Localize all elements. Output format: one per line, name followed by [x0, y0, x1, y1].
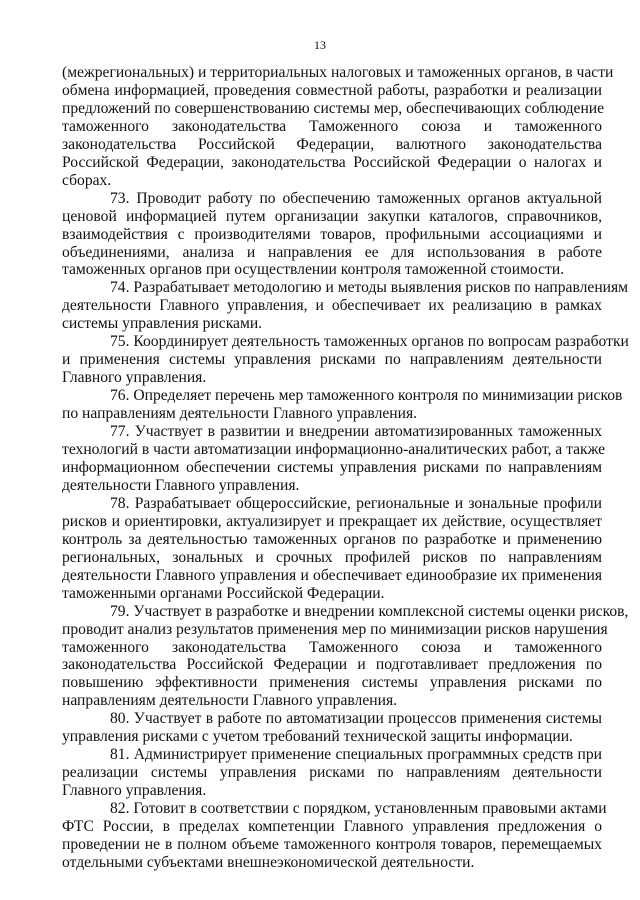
text-line: таможенными органами Российской Федерации.: [62, 584, 385, 602]
text-line: по направлениям деятельности Главного управления.: [62, 405, 418, 423]
text-line: ценовой информацией путем организации закупки каталогов, справочников,: [62, 207, 602, 225]
text-line: таможенного законодательства Таможенного союза и таможенного: [62, 117, 602, 135]
text-line: системы управления рисками.: [62, 315, 263, 333]
text-line: технологий в части автоматизации информационно-аналитических работ, а также: [62, 441, 606, 459]
text-line: таможенных органов при осуществлении контроля таможенной стоимости.: [62, 261, 565, 279]
text-line: проводит анализ результатов применения мер по минимизации рисков нарушения: [62, 620, 608, 638]
paragraph: [62, 602, 629, 711]
text-line: 74. Разрабатывает методологию и методы выявления рисков по направлениям: [110, 279, 629, 297]
text-line: 80. Участвует в работе по автоматизации процессов применения системы: [110, 710, 602, 728]
text-line: и применения системы управления рисками по направлениям деятельности: [62, 351, 602, 369]
text-line: отдельными субъектами внешнеэкономической деятельности.: [62, 853, 475, 871]
text-line: обмена информацией, проведения совместной работы, разработки и реализации: [62, 81, 602, 99]
text-line: Российской Федерации, законодательства Российской Федерации о налогах и: [62, 153, 602, 171]
paragraph: [62, 333, 629, 387]
document-body: [62, 64, 629, 872]
text-line: региональных, зональных и срочных профилей рисков по направлениям: [62, 548, 602, 566]
text-line: ФТС России, в пределах компетенции Главного управления предложения о: [62, 818, 602, 836]
text-line: законодательства Российской Федерации и подготавливает предложения по: [62, 656, 602, 674]
paragraph: [62, 495, 602, 603]
text-line: 78. Разрабатывает общероссийские, региональные и зональные профили: [110, 494, 602, 512]
text-line: объединениями, анализа и направления ее для использования в работе: [62, 243, 602, 261]
paragraph: [62, 387, 623, 423]
text-line: деятельности Главного управления.: [62, 476, 300, 494]
text-line: сборах.: [62, 171, 112, 189]
paragraph: [62, 279, 629, 333]
text-line: Главного управления.: [62, 782, 207, 800]
text-line: повышению эффективности применения системы управления рисками по: [62, 674, 602, 692]
paragraph: [62, 64, 614, 190]
text-line: направлениям деятельности Главного управления.: [62, 692, 398, 710]
text-line: 79. Участвует в разработке и внедрении комплексной системы оценки рисков,: [110, 602, 629, 620]
text-line: Главного управления.: [62, 369, 207, 387]
paragraph: [62, 423, 606, 495]
text-line: деятельности Главного управления и обеспечивает единообразие их применения: [62, 566, 602, 584]
page-number: 13: [314, 38, 326, 52]
text-line: рисков и ориентировки, актуализирует и прекращает их действие, осуществляет: [62, 512, 602, 530]
text-line: 77. Участвует в развитии и внедрении автоматизированных таможенных: [110, 423, 602, 441]
text-line: реализации системы управления рисками по направлениям деятельности: [62, 764, 602, 782]
text-line: 75. Координирует деятельность таможенных органов по вопросам разработки: [110, 333, 629, 351]
paragraph: [62, 746, 602, 800]
paragraph: [62, 710, 602, 746]
text-line: (межрегиональных) и территориальных налоговых и таможенных органов, в части: [62, 64, 614, 81]
text-line: деятельности Главного управления, и обеспечивает их реализацию в рамках: [62, 297, 602, 315]
text-line: таможенного законодательства Таможенного союза и таможенного: [62, 638, 602, 656]
paragraph: [62, 800, 607, 872]
text-line: предложений по совершенствованию системы мер, обеспечивающих соблюдение: [62, 99, 605, 117]
text-line: проведении не в полном объеме таможенного контроля товаров, перемещаемых: [62, 835, 602, 853]
text-line: 81. Администрирует применение специальных программных средств при: [110, 746, 602, 764]
text-line: взаимодействия с производителями товаров, профильными ассоциациями и: [62, 225, 602, 243]
text-line: законодательства Российской Федерации, валютного законодательства: [62, 135, 602, 153]
text-line: 82. Готовит в соответствии с порядком, установленным правовыми актами: [110, 800, 607, 818]
text-line: контроль за деятельностью таможенных органов по разработке и применению: [62, 530, 602, 548]
text-line: 76. Определяет перечень мер таможенного контроля по минимизации рисков: [110, 387, 623, 405]
paragraph: [62, 190, 602, 280]
text-line: 73. Проводит работу по обеспечению таможенных органов актуальной: [110, 189, 602, 207]
text-line: информационном обеспечении системы управления рисками по направлениям: [62, 458, 602, 476]
text-line: управления рисками с учетом требований технической защиты информации.: [62, 728, 573, 746]
